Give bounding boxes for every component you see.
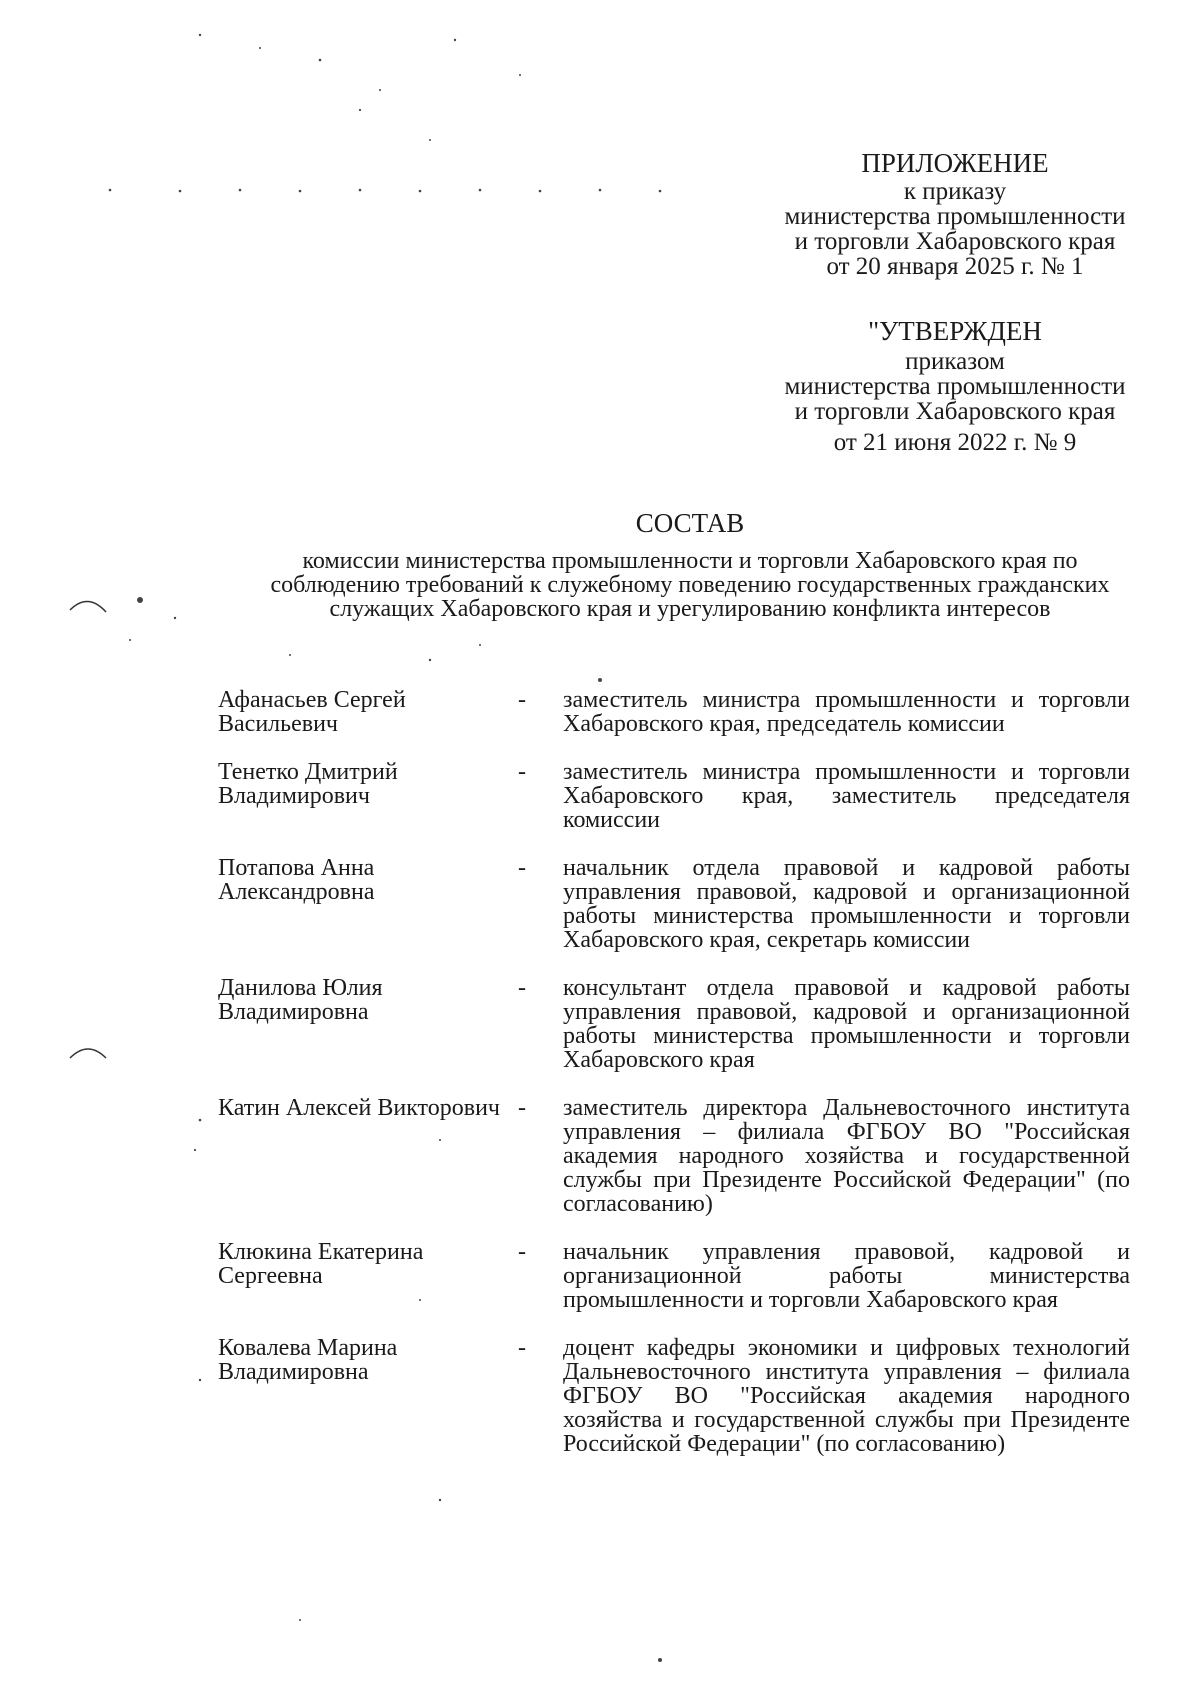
member-name: Афанасьев Сергей Васильевич xyxy=(218,687,406,737)
list-item xyxy=(218,1096,1130,1216)
member-name: Тенетко Дмитрий Владимирович xyxy=(218,759,398,809)
composition-subtitle: комиссии министерства промышленности и торговли Хабаровского края по соблюдению требований к служебному поведению государственных гражданских служащих Хабаровского края и урегулированию конфликта интересов xyxy=(270,548,1110,622)
separator-dash: - xyxy=(518,1095,526,1121)
member-role: заместитель министра промышленности и торговли Хабаровского края, председатель комиссии xyxy=(563,687,1130,737)
member-role: заместитель министра промышленности и торговли Хабаровского края, заместитель председателя комиссии xyxy=(563,759,1130,833)
approval-date: от 21 июня 2022 г. № 9 xyxy=(833,429,1077,456)
member-name: Ковалева Марина Владимировна xyxy=(218,1335,398,1385)
member-name: Данилова Юлия Владимировна xyxy=(218,975,383,1025)
separator-dash: - xyxy=(518,687,526,713)
approval-line: приказом xyxy=(905,348,1005,375)
composition-title-block xyxy=(230,508,1150,621)
member-name: Клюкина Екатерина Сергеевна xyxy=(218,1239,424,1289)
member-role: начальник управления правовой, кадровой и организационной работы министерства промышленности и торговли Хабаровского края xyxy=(563,1239,1130,1313)
approval-line: министерства промышленности xyxy=(784,373,1126,400)
list-item xyxy=(218,856,1130,952)
annex-header xyxy=(750,150,1160,279)
separator-dash: - xyxy=(518,1335,526,1361)
separator-dash: - xyxy=(518,975,526,1001)
annex-line: от 20 января 2025 г. № 1 xyxy=(826,253,1084,280)
member-role: консультант отдела правовой и кадровой работы управления правовой, кадровой и организационной работы министерства промышленности и торговли Хабаровского края xyxy=(563,975,1130,1073)
separator-dash: - xyxy=(518,1239,526,1265)
members-list xyxy=(218,688,1130,1480)
annex-line: министерства промышленности xyxy=(784,203,1126,230)
annex-line: и торговли Хабаровского края xyxy=(794,228,1116,255)
member-role: начальник отдела правовой и кадровой работы управления правовой, кадровой и организационной работы министерства промышленности и торговли Хабаровского края, секретарь комиссии xyxy=(563,855,1130,953)
annex-line: к приказу xyxy=(903,178,1007,205)
approval-title: "УТВЕРЖДЕН xyxy=(868,316,1042,346)
separator-dash: - xyxy=(518,759,526,785)
member-name: Катин Алексей Викторович xyxy=(218,1095,500,1121)
member-role: доцент кафедры экономики и цифровых технологий Дальневосточного института управления – филиала ФГБОУ ВО "Российская академия народного хозяйства и государственной службы при Президенте Российской Федерации" (по согласованию) xyxy=(563,1335,1130,1457)
member-name: Потапова Анна Александровна xyxy=(218,855,375,905)
list-item xyxy=(218,760,1130,832)
list-item xyxy=(218,1336,1130,1456)
approval-line: и торговли Хабаровского края xyxy=(794,398,1116,425)
list-item xyxy=(218,1240,1130,1312)
composition-heading: СОСТАВ xyxy=(635,508,745,538)
member-role: заместитель директора Дальневосточного института управления – филиала ФГБОУ ВО "Российская академия народного хозяйства и государственной службы при Президенте Российской Федерации" (по согласованию) xyxy=(563,1095,1130,1217)
list-item xyxy=(218,688,1130,736)
annex-title: ПРИЛОЖЕНИЕ xyxy=(861,148,1049,178)
separator-dash: - xyxy=(518,855,526,881)
approval-header xyxy=(750,318,1160,455)
list-item xyxy=(218,976,1130,1072)
